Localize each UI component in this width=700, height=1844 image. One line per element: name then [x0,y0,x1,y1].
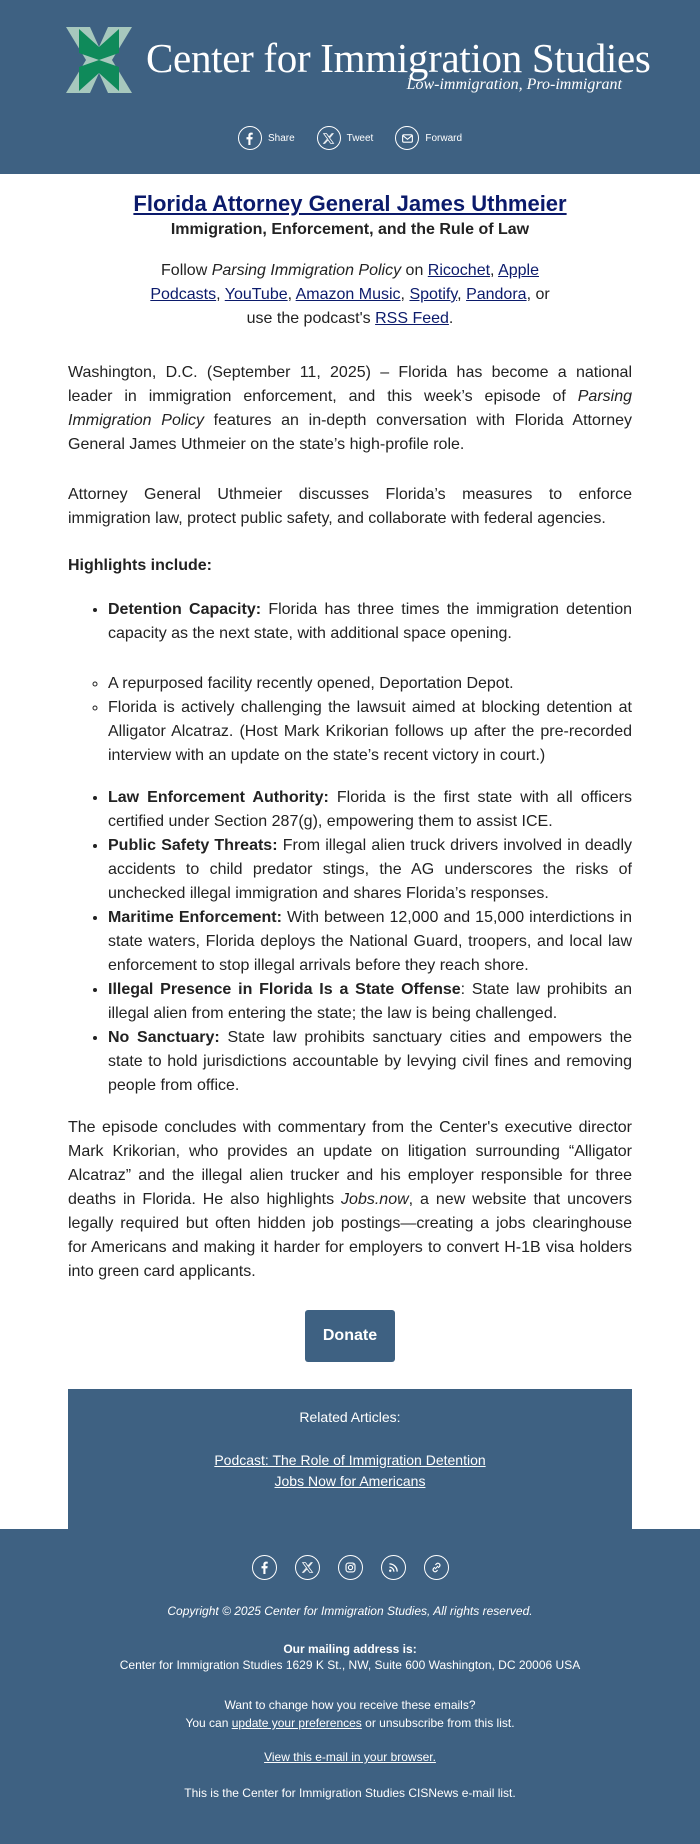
detention-subitems [68,672,632,768]
related-heading: Related Articles: [299,1409,401,1425]
list-item: ◦ A repurposed facility recently opened, Deportation Depot. [108,672,632,696]
highlight-label: Public Safety Threats: [108,837,278,854]
ricochet-link[interactable]: Ricochet [427,262,491,279]
highlight-label: Law Enforcement Authority: [108,789,329,806]
forward-button[interactable] [395,126,462,150]
highlights-heading: Highlights include: [68,557,212,574]
closing-paragraph [68,1116,632,1284]
highlight-label: Illegal Presence in Florida Is a State Offense [108,981,461,998]
jobs-now-name: Jobs.now [341,1191,409,1208]
spotify-link[interactable]: Spotify [409,286,458,303]
sep: , [490,262,499,279]
amazon-music-link[interactable]: Amazon Music [295,286,401,303]
donate-wrap [68,1310,632,1362]
update-preferences-link[interactable]: update your preferences [231,1716,362,1730]
logo-tagline: Low-immigration, Pro-immigrant [406,76,622,93]
view-in-browser-link[interactable]: View this e-mail in your browser. [264,1750,436,1764]
x-twitter-icon[interactable] [295,1555,320,1580]
highlight-label: Maritime Enforcement: [108,909,282,926]
follow-on: on [401,262,428,279]
follow-prefix: Follow [161,262,212,279]
x-twitter-icon [317,126,341,150]
sep: , [287,286,296,303]
intro-after: features an in-depth conversation with Florida Attorney General James Uthmeier on the state’s high-profile role. [68,412,633,453]
related-articles-box [68,1389,632,1530]
highlight-text: : State law prohibits an illegal alien from entering the state; the law is being challenged. [108,981,632,1022]
facebook-icon[interactable] [252,1555,277,1580]
highlight-label: No Sanctuary: [108,1029,220,1046]
highlight-text: With between 12,000 and 15,000 interdictions in state waters, Florida deploys the National Guard, troopers, and local law enforcement to stop illegal arrivals before they reach shore. [108,909,632,974]
logo-title: Center for Immigration Studies [146,35,651,81]
change-line: Want to change how you receive these emails? [224,1698,476,1712]
list-item [108,1026,632,1098]
forward-label: Forward [425,132,463,144]
envelope-icon [395,126,419,150]
intro-podcast-name: Parsing Immigration Policy [68,388,632,429]
highlight-text: Florida is the first state with all officers certified under Section 287(g), empowering them to assist ICE. [108,789,633,830]
summary-paragraph: Attorney General Uthmeier discusses Florida’s measures to enforce immigration law, protect public safety, and collaborate with federal agencies. [68,486,632,527]
youtube-link[interactable]: YouTube [224,286,288,303]
sep: , [457,286,467,303]
tweet-label: Tweet [346,132,374,144]
highlight-text: State law prohibits sanctuary cities and empowers the state to hold jurisdictions accountable by levying civil fines and removing people from office. [108,1029,633,1094]
sep: , [400,286,410,303]
highlight-text: Florida has three times the immigration detention capacity as the next state, with additional space opening. [108,601,633,642]
closing-before: The episode concludes with commentary from the Center's executive director Mark Krikorian, who provides an update on litigation surrounding “Alligator Alcatraz” and the illegal alien trucker and his employer responsible for three deaths in Florida. He also highlights [68,1119,632,1208]
copyright-rest: Center for Immigration Studies, All rights reserved. [260,1604,533,1618]
copyright-prefix: Copyright © 2025 [167,1604,261,1618]
copyright-line [0,1604,700,1618]
highlights-list-second [68,786,632,1098]
list-item: ◦ Florida is actively challenging the lawsuit aimed at blocking detention at Alligator Alcatraz. (Host Mark Krikorian follows up after the pre-recorded interview with an update on the state’s recent victory in court.) [108,696,632,768]
related-links [68,1450,632,1492]
list-item [108,834,632,906]
list-item [108,786,632,834]
link-icon[interactable] [424,1555,449,1580]
pandora-link[interactable]: Pandora [466,286,527,303]
share-row [0,126,700,150]
or-use: , or use the podcast's [246,286,550,327]
mailing-heading: Our mailing address is: [283,1642,417,1656]
facebook-icon [238,126,262,150]
list-item [108,978,632,1026]
footer [0,1529,700,1844]
intro-paragraph [68,361,632,457]
highlight-text: From illegal alien truck drivers involved in deadly accidents to child predator stings, the AG underscores the risks of unchecked illegal immigration and shares Florida’s responses. [108,837,633,902]
browser-view-line [0,1750,700,1764]
related-link-detention[interactable]: Podcast: The Role of Immigration Detention [214,1452,486,1468]
list-note: This is the Center for Immigration Studies CISNews e-mail list. [184,1786,516,1800]
rss-icon[interactable] [381,1555,406,1580]
intro-before: Washington, D.C. (September 11, 2025) – Florida has become a national leader in immigration enforcement, and this week’s episode of [68,364,632,405]
follow-podcast-line [140,259,560,331]
highlights-list-first [68,598,632,646]
list-item [108,598,632,646]
sep: , [216,286,225,303]
podcast-name: Parsing Immigration Policy [211,262,402,279]
email-content [68,174,632,1530]
unsubscribe-text: or unsubscribe from this list. [361,1716,515,1730]
rss-feed-link[interactable]: RSS Feed [375,310,449,327]
share-label: Share [267,132,295,144]
mailing-address: Center for Immigration Studies 1629 K St., NW, Suite 600 Washington, DC 20006 USA [119,1658,581,1672]
footer-social-icons [0,1555,700,1580]
donate-button[interactable]: Donate [305,1310,395,1362]
tweet-button[interactable] [317,126,374,150]
share-facebook-button[interactable] [238,126,295,150]
end: . [448,310,454,327]
cis-logo-icon [66,27,132,93]
apple-podcasts-link[interactable]: Apple Podcasts [150,262,539,303]
related-link-jobs-now[interactable]: Jobs Now for Americans [274,1473,426,1489]
header [0,0,700,174]
closing-after: , a new website that uncovers legally required but often hidden job postings—creating a jobs clearinghouse for Americans and making it harder for employers to convert H-1B visa holders into green card applicants. [68,1191,633,1280]
highlight-label: Detention Capacity: [108,601,262,618]
list-item [108,906,632,978]
article-title[interactable]: Florida Attorney General James Uthmeier [133,191,567,216]
you-can: You can [185,1716,232,1730]
article-subtitle: Immigration, Enforcement, and the Rule of Law [170,221,530,238]
preferences-block [0,1696,700,1732]
instagram-icon[interactable] [338,1555,363,1580]
